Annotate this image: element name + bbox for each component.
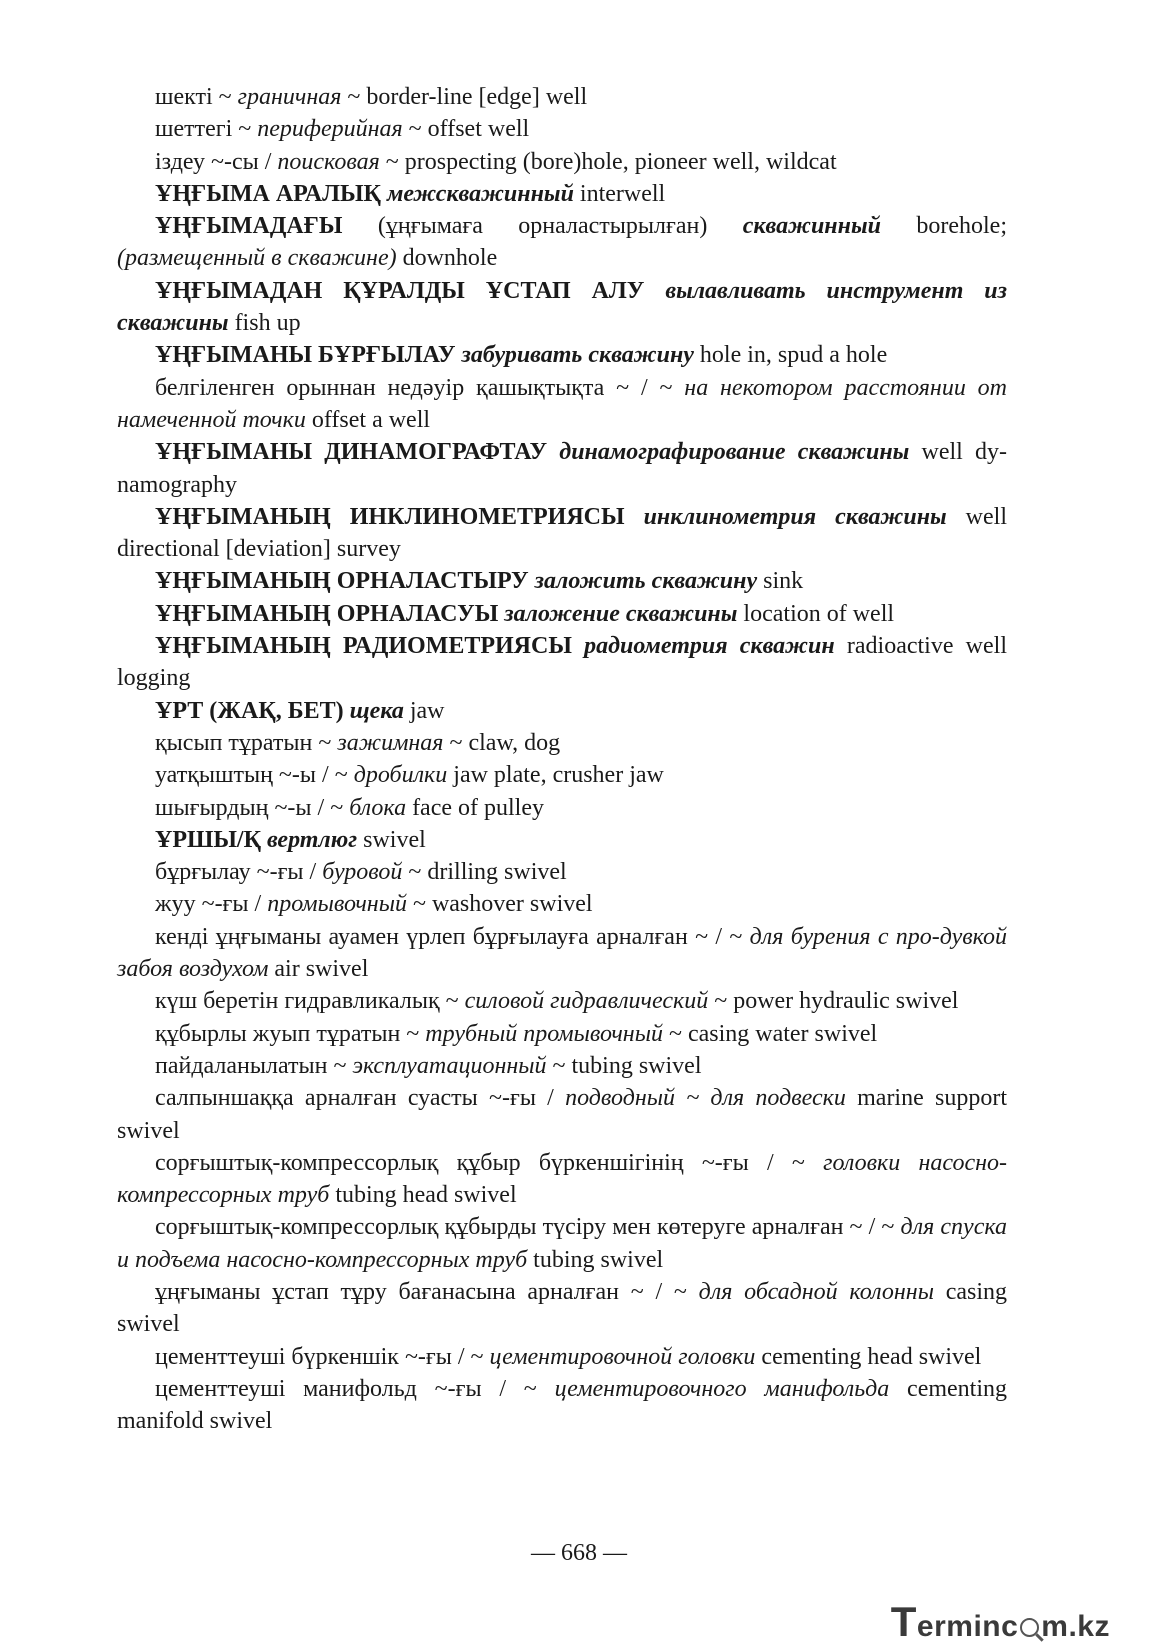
entry-text: borehole; (880, 213, 1007, 240)
dictionary-entry (117, 921, 1007, 986)
term-russian: на некотором расстоянии от намеченной точки (117, 374, 1007, 433)
entry-text: face of pulley (406, 794, 544, 821)
entry-text: well dy-namography (117, 439, 1007, 498)
entry-text: бұрғылау ~-ғы / (155, 859, 323, 886)
entry-text: іздеу ~-сы / (155, 148, 278, 175)
entry-text: tubing swivel (527, 1246, 664, 1273)
term-russian: поисковая (277, 148, 380, 175)
entry-text: air swivel (268, 956, 369, 983)
dictionary-entry (117, 1341, 1007, 1373)
dictionary-entry (117, 210, 1007, 275)
entry-text: жуу ~-ғы / (155, 891, 268, 918)
term-russian: блока (349, 794, 407, 821)
term-russian: зажимная (337, 729, 444, 756)
headword-kazakh: ҰРТ (ЖАҚ, БЕТ) (155, 697, 350, 724)
dictionary-entry (117, 1373, 1007, 1438)
entry-text: (ұңғымаға орналастырылған) (342, 213, 743, 240)
entry-text: casing swivel (117, 1278, 1008, 1338)
dictionary-entry (117, 1018, 1007, 1050)
entry-text: шеттегі ~ (155, 116, 258, 143)
entry-text: ұңғыманы ұстап тұру бағанасына арналған ~ / ~ (155, 1278, 699, 1305)
entry-text: ~ drilling swivel (402, 859, 567, 886)
watermark-text-end: m.kz (1041, 1610, 1110, 1643)
entry-text: ~ claw, dog (443, 729, 561, 756)
entry-text: цементтеуші манифольд ~-ғы / ~ (155, 1375, 555, 1402)
term-russian: головки насосно-компрессорных труб (117, 1149, 1007, 1209)
term-russian: промывочный (267, 891, 407, 918)
dictionary-entry (117, 565, 1007, 597)
entry-text: hole in, spud a hole (693, 342, 888, 369)
entry-text: well directional [deviation] survey (117, 503, 1007, 563)
dictionary-entry (117, 759, 1007, 791)
dictionary-entry (117, 501, 1007, 566)
entry-text: уатқыштың ~-ы / ~ (155, 762, 354, 789)
entry-text: ~ washover swivel (406, 891, 593, 918)
headword-kazakh: ҰҢҒЫМАНЫҢ ОРНАЛАСУЫ (155, 600, 505, 627)
entry-text: ~ tubing swivel (546, 1052, 702, 1079)
term-russian: подводный ~ для подвески (565, 1085, 846, 1112)
headword-kazakh: ҰҢҒЫМАНЫҢ ИНКЛИНОМЕТРИЯСЫ (155, 503, 644, 530)
entry-text: кенді ұңғыманы ауамен үрлеп бұрғылауға арналған ~ / ~ (155, 923, 750, 950)
term-russian: буровой (322, 859, 403, 886)
headword-kazakh: ҰҢҒЫМАНЫ ДИНАМОГРАФТАУ (155, 439, 560, 466)
entry-text: қысып тұратын ~ (155, 729, 338, 756)
term-russian: граничная (237, 84, 342, 110)
term-russian: эксплуатационный (352, 1052, 547, 1079)
entry-text: ~ prospecting (bore)hole, pioneer well, wildcat (379, 148, 837, 175)
entry-text: marine support swivel (117, 1085, 1007, 1144)
headword-russian: динамографирование скважины (559, 439, 910, 466)
headword-russian: радиометрия скважин (584, 633, 835, 660)
dictionary-entry (117, 339, 1007, 371)
entry-text: cementing manifold swivel (117, 1375, 1008, 1435)
entry-text: сорғыштық-компрессорлық құбыр бүркеншігінің ~-ғы / ~ (155, 1149, 824, 1176)
entry-text: jaw plate, crusher jaw (447, 762, 664, 789)
headword-kazakh: ҰҢҒЫМАНЫ БҰРҒЫЛАУ (155, 342, 462, 369)
headword-russian: скважинный (742, 213, 881, 240)
entry-text: сорғыштық-компрессорлық құбырды түсіру мен көтеруге арналған ~ / ~ (155, 1214, 901, 1241)
entry-text: radioactive well logging (117, 633, 1007, 692)
dictionary-entry (117, 727, 1007, 759)
entry-text: interwell (573, 180, 666, 207)
term-russian: для обсадной колонны (698, 1278, 934, 1305)
dictionary-entry (117, 888, 1007, 920)
headword-russian: вертлюг (266, 826, 358, 853)
watermark-logo (891, 1598, 1110, 1646)
dictionary-entry (117, 630, 1007, 695)
dictionary-entry (117, 275, 1007, 340)
watermark-text-mid: erminc (916, 1610, 1019, 1643)
entry-text: белгіленген орыннан недәуір қашықтықта ~ / ~ (155, 374, 685, 401)
entry-text: offset a well (305, 406, 431, 433)
entry-text: ~ border-line [edge] well (341, 84, 588, 110)
headword-russian: заложить скважину (534, 568, 758, 595)
page-number: — 668 — (531, 1540, 627, 1566)
headword-kazakh: ҰҢҒЫМАНЫҢ РАДИОМЕТРИЯСЫ (155, 633, 585, 660)
term-russian: периферийная (257, 116, 403, 143)
dictionary-entry (117, 1082, 1007, 1147)
entry-text: downhole (396, 245, 498, 272)
term-russian: трубный промывочный (425, 1020, 663, 1047)
entry-text: tubing head swivel (329, 1182, 517, 1209)
dictionary-entry (117, 372, 1007, 437)
headword-russian: забуривать скважину (461, 342, 694, 369)
dictionary-entry (117, 436, 1007, 501)
headword-kazakh: ҰҢҒЫМАНЫҢ ОРНАЛАСТЫРУ (155, 568, 535, 595)
entry-text: ~ power hydraulic swivel (708, 988, 959, 1015)
watermark-letter-t: T (890, 1598, 917, 1645)
dictionary-entry (117, 178, 1007, 210)
dictionary-entry (117, 695, 1007, 727)
entry-text: ~ offset well (402, 116, 530, 143)
headword-kazakh: ҰРШЫ/Қ (155, 826, 267, 853)
entry-text: fish up (228, 310, 301, 337)
dictionary-entry (117, 1211, 1007, 1276)
entry-text: jaw (403, 697, 445, 724)
entry-text: цементтеуші бүркеншік ~-ғы / ~ (155, 1343, 490, 1370)
headword-kazakh: ҰҢҒЫМА АРАЛЫҚ (155, 180, 387, 207)
dictionary-entry (117, 81, 1007, 113)
entry-text: пайдаланылатын ~ (155, 1052, 353, 1079)
entry-text: cementing head swivel (755, 1343, 982, 1370)
entry-text: ~ casing water swivel (662, 1020, 878, 1047)
headword-russian: вылавливать инструмент из скважины (117, 277, 1007, 337)
entry-text: салпыншаққа арналған суасты ~-ғы / (155, 1085, 566, 1112)
entry-text: swivel (357, 826, 426, 853)
headword-kazakh: ҰҢҒЫМАДАҒЫ (155, 213, 343, 240)
magnifier-icon (1020, 1618, 1039, 1637)
entry-text: құбырлы жуып тұратын ~ (155, 1020, 426, 1047)
term-russian: цементировочного манифольда (554, 1375, 890, 1402)
dictionary-entry (117, 1147, 1007, 1212)
headword-kazakh: ҰҢҒЫМАДАН ҚҰРАЛДЫ ҰСТАП АЛУ (155, 277, 666, 304)
dictionary-entry (117, 1276, 1007, 1341)
headword-russian: заложение скважины (504, 600, 738, 627)
headword-russian: щека (349, 697, 404, 724)
entry-text: sink (757, 568, 804, 595)
dictionary-entry (117, 1050, 1007, 1082)
dictionary-entry (117, 985, 1007, 1017)
term-russian: цементировочной головки (489, 1343, 756, 1370)
term-russian: дробилки (353, 762, 448, 789)
entry-text: шекті ~ (155, 84, 238, 110)
dictionary-entry (117, 113, 1007, 145)
term-russian: силовой гидравлический (464, 988, 709, 1015)
dictionary-entry (117, 598, 1007, 630)
entry-text: күш беретін гидравликалық ~ (155, 988, 465, 1015)
dictionary-entry (117, 792, 1007, 824)
entry-text: шығырдың ~-ы / ~ (155, 794, 350, 821)
dictionary-entry (117, 856, 1007, 888)
headword-russian: межскважинный (386, 180, 574, 207)
term-russian: для бурения с про-дувкой забоя воздухом (117, 923, 1007, 983)
dictionary-entry (117, 146, 1007, 178)
dictionary-entry (117, 824, 1007, 856)
term-russian: для спуска и подъема насосно-компрессорных труб (117, 1214, 1007, 1273)
term-russian: (размещенный в скважине) (117, 245, 397, 272)
dictionary-entries (117, 81, 1007, 1437)
headword-russian: инклинометрия скважины (643, 503, 947, 530)
entry-text: location of well (737, 600, 895, 627)
